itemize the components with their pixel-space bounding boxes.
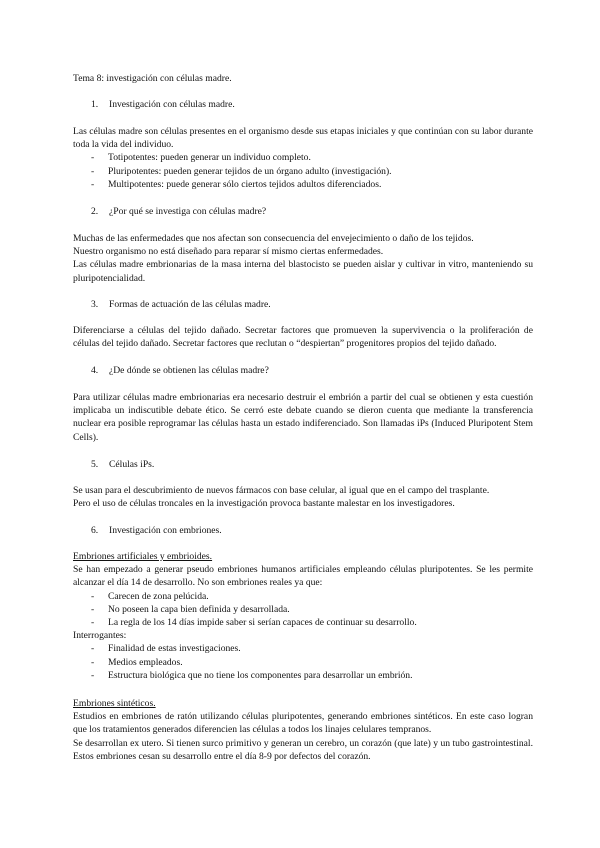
- list-item: - Carecen de zona pelúcida.: [91, 590, 209, 602]
- text-line: Se usan para el descubrimiento de nuevos fármacos con base celular, al igual que en el campo del trasplante.: [73, 485, 490, 496]
- section-5-body: [73, 484, 533, 510]
- text-line: Nuestro organismo no está diseñado para reparar sí mismo ciertas enfermedades.: [73, 246, 384, 258]
- list-item: - Totipotentes: pueden generar un individuo completo.: [91, 152, 311, 164]
- section-title: Formas de actuación de las células madre.: [109, 299, 271, 310]
- paragraph: Para utilizar células madre embrionarias era necesario destruir el embrión a partir del cual se obtienen y esta cuestión implicaba un indiscutible debate ético. Se cerró este debate cuando se dieron cuenta que mediante la transferencia nuclear era posible reprogramar las células hasta un estado indiferenciado. Son llamadas iPs (Induced Pluripotent Stem Cells).: [73, 392, 533, 443]
- section-title: Investigación con embriones.: [109, 525, 222, 536]
- list-item: - No poseen la capa bien definida y desarrollada.: [91, 603, 290, 615]
- section-number: 6.: [91, 525, 99, 536]
- section-title: ¿De dónde se obtienen las células madre?: [109, 365, 269, 376]
- paragraph: Se han empezado a generar pseudo embriones humanos artificiales empleando células pluripotentes. Se les permite alcanzar el día 14 de desarrollo. No son embriones reales ya que:: [73, 564, 533, 589]
- bullet-list: [73, 590, 533, 630]
- section-number: 4.: [91, 365, 99, 376]
- paragraph: Las células madre embrionarias de la masa interna del blastocisto se pueden aislar y cultivar in vitro, manteniendo su pluripotencialidad.: [73, 259, 533, 284]
- section-title: Investigación con células madre.: [109, 99, 235, 110]
- section-5-heading: [91, 458, 154, 471]
- section-1-body: [73, 125, 533, 191]
- section-4-heading: [91, 364, 269, 377]
- section-number: 2.: [91, 206, 99, 217]
- interrogantes-label: Interrogantes:: [73, 630, 127, 642]
- section-number: 3.: [91, 299, 99, 310]
- section-title: Células iPs.: [109, 459, 155, 470]
- bullet-list: [73, 151, 533, 191]
- list-item: - Medios empleados.: [91, 656, 183, 668]
- artificial-embryos-section: [73, 550, 533, 682]
- bullet-list: [73, 642, 533, 682]
- section-3-body: [73, 324, 533, 350]
- synthetic-embryos-section: [73, 697, 533, 763]
- list-item: - Multipotentes: puede generar sólo ciertos tejidos adultos diferenciados.: [91, 178, 382, 190]
- section-3-heading: [91, 298, 271, 311]
- list-item: - Pluripotentes: pueden generar tejidos de un órgano adulto (investigación).: [91, 165, 392, 177]
- text-line: Muchas de las enfermedades que nos afectan son consecuencia del envejecimiento o daño de los tejidos.: [73, 233, 474, 244]
- document-title: Tema 8: investigación con células madre.: [73, 73, 232, 84]
- paragraph: Las células madre son células presentes en el organismo desde sus etapas iniciales y que continúan con su labor durante toda la vida del individuo.: [73, 126, 533, 151]
- section-1-heading: [91, 98, 235, 111]
- text-line: Pero el uso de células troncales en la investigación provoca bastante malestar en los investigadores.: [73, 498, 455, 510]
- list-item: - Finalidad de estas investigaciones.: [91, 643, 241, 655]
- section-2-heading: [91, 205, 266, 218]
- paragraph: Se desarrollan ex utero. Si tienen surco primitivo y generan un cerebro, un corazón (que late) y un tubo gastrointestinal. Estos embriones cesan su desarrollo entre el día 8-9 por defectos del corazón.: [73, 737, 533, 762]
- section-number: 1.: [91, 99, 99, 110]
- section-number: 5.: [91, 459, 99, 470]
- section-6-heading: [91, 524, 222, 537]
- paragraph: Diferenciarse a células del tejido dañado. Secretar factores que promueven la supervivencia o la proliferación de células del tejido dañado. Secretar factores que reclutan o “despiertan” progenitores propios del tejido dañado.: [73, 325, 533, 350]
- section-4-body: [73, 391, 533, 444]
- subsection-title: Embriones artificiales y embrioides.: [73, 551, 213, 562]
- subsection-title: Embriones sintéticos.: [73, 698, 156, 709]
- paragraph: Estudios en embriones de ratón utilizando células pluripotentes, generando embriones sintéticos. En este caso logran que los tratamientos generados diferencien las células a todos los linajes celulares tempranos.: [73, 711, 533, 736]
- list-item: - La regla de los 14 días impide saber si serían capaces de continuar su desarrollo.: [91, 617, 417, 629]
- section-2-body: [73, 232, 533, 285]
- section-title: ¿Por qué se investiga con células madre?: [109, 206, 267, 217]
- list-item: - Estructura biológica que no tiene los componentes para desarrollar un embrión.: [91, 669, 413, 681]
